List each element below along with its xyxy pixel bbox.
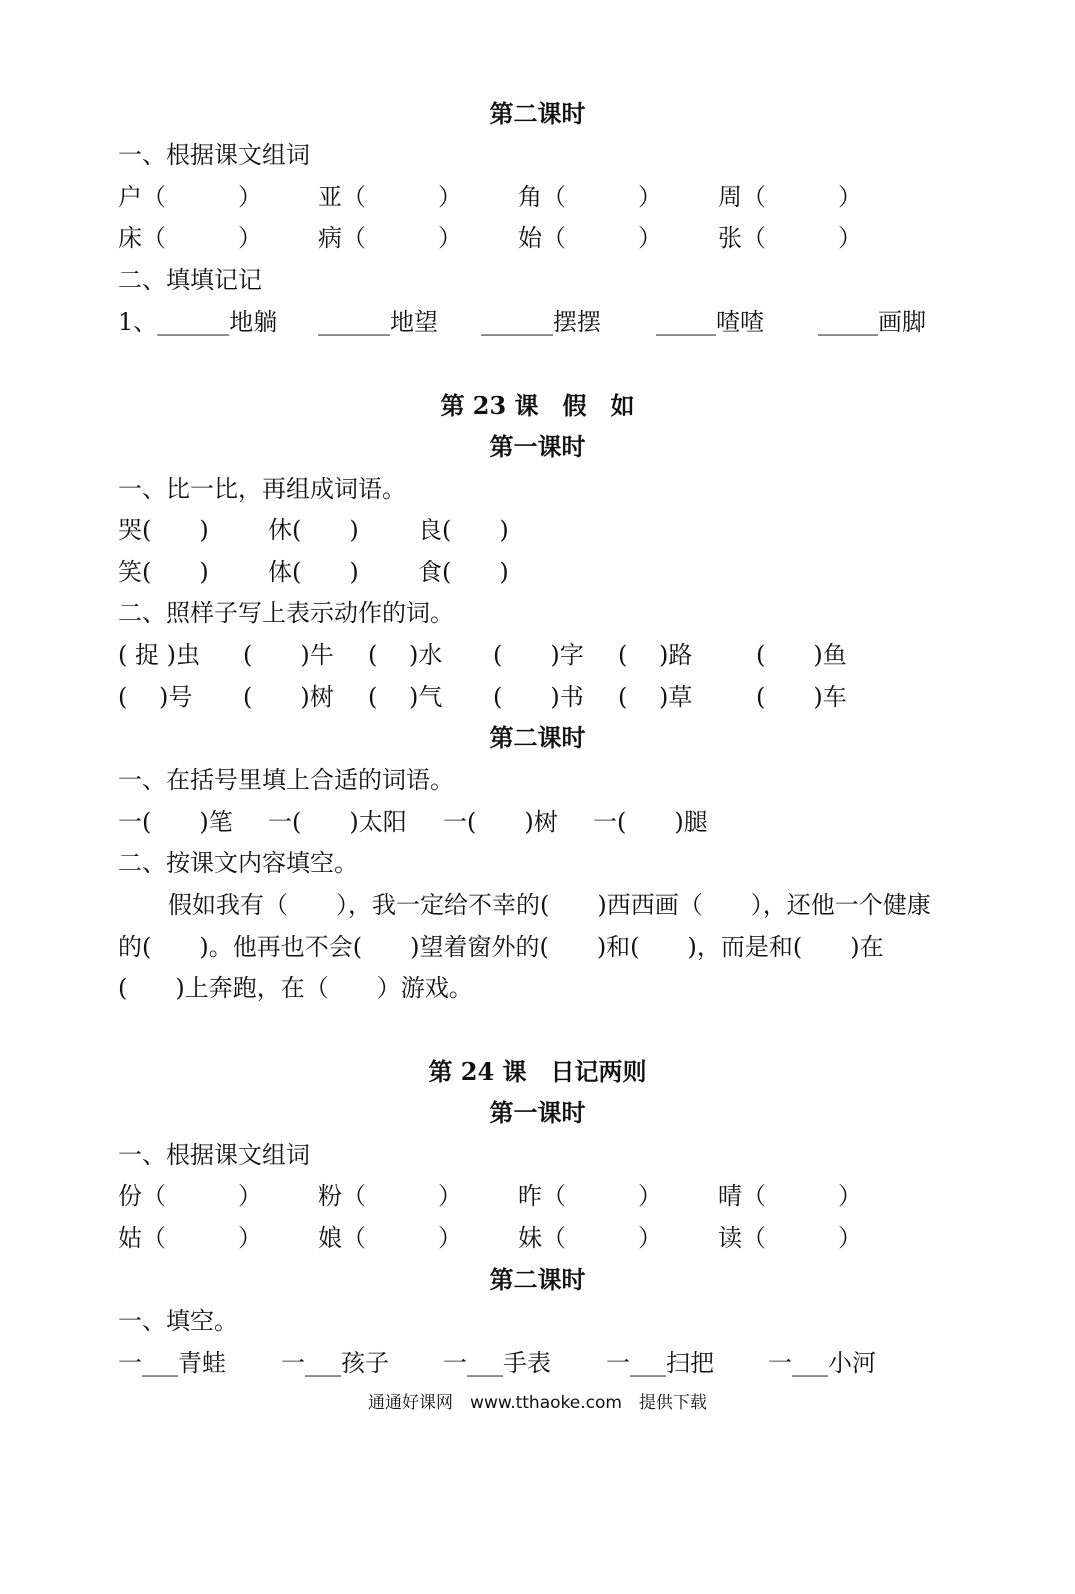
word-blank[interactable]: 张（ ） xyxy=(718,224,862,252)
heading-text: 一、根据课文组词 xyxy=(118,1141,310,1169)
section-title: 第一课时 xyxy=(489,1098,586,1127)
question-heading xyxy=(0,592,1075,634)
fill-row xyxy=(0,301,1075,343)
word-blank[interactable]: 姑（ ） xyxy=(118,1224,262,1252)
word-blank[interactable]: 哭( ) xyxy=(118,516,209,544)
word-blank[interactable]: 读（ ） xyxy=(718,1224,862,1252)
action-blank[interactable]: ( )鱼 xyxy=(756,641,847,669)
heading-text: 二、填填记记 xyxy=(118,266,262,294)
word-blank[interactable]: 晴（ ） xyxy=(718,1182,862,1210)
page-footer: 通通好课网 www.tthaoke.com 提供下载 xyxy=(368,1393,707,1413)
heading-text: 二、照样子写上表示动作的词。 xyxy=(118,599,454,627)
section-title: 第二课时 xyxy=(489,99,586,128)
heading-text: 一、在括号里填上合适的词语。 xyxy=(118,766,454,794)
paragraph-text[interactable]: 的( )。他再也不会( )望着窗外的( )和( )，而是和( )在 xyxy=(118,933,884,961)
measure-row xyxy=(0,801,1075,843)
fill-blank[interactable]: ______地望 xyxy=(318,308,438,336)
word-blank[interactable]: 始（ ） xyxy=(518,224,662,252)
word-row xyxy=(0,1217,1075,1259)
action-blank[interactable]: ( )水 xyxy=(368,641,443,669)
question-heading xyxy=(0,134,1075,176)
word-blank[interactable]: 份（ ） xyxy=(118,1182,262,1210)
section-title: 第二课时 xyxy=(489,1265,586,1294)
paragraph-line xyxy=(0,884,1075,926)
fill-blank[interactable]: _____画脚 xyxy=(818,308,926,336)
word-blank[interactable]: 户（ ） xyxy=(118,183,262,211)
action-blank[interactable]: ( )书 xyxy=(493,683,584,711)
action-blank[interactable]: ( 捉 )虫 xyxy=(118,641,200,669)
question-heading xyxy=(0,759,1075,801)
word-blank[interactable]: 粉（ ） xyxy=(318,1182,462,1210)
paragraph-line xyxy=(0,967,1075,1009)
word-blank[interactable]: 妹（ ） xyxy=(518,1224,662,1252)
fill-blank[interactable]: ______摆摆 xyxy=(481,308,601,336)
word-blank[interactable]: 体( ) xyxy=(268,558,359,586)
action-blank[interactable]: ( )路 xyxy=(618,641,693,669)
heading-text: 一、根据课文组词 xyxy=(118,141,310,169)
word-blank[interactable]: 昨（ ） xyxy=(518,1182,662,1210)
word-row xyxy=(0,176,1075,218)
word-blank[interactable]: 食( ) xyxy=(418,558,509,586)
word-row xyxy=(0,217,1075,259)
word-blank[interactable]: 亚（ ） xyxy=(318,183,462,211)
measure-blank[interactable]: 一___孩子 xyxy=(281,1349,389,1377)
action-blank[interactable]: ( )牛 xyxy=(243,641,334,669)
section-title: 第二课时 xyxy=(489,723,586,752)
question-heading xyxy=(0,468,1075,510)
measure-blank[interactable]: 一___扫把 xyxy=(606,1349,714,1377)
word-blank[interactable]: 休( ) xyxy=(268,516,359,544)
question-heading xyxy=(0,259,1075,301)
heading-text: 一、填空。 xyxy=(118,1307,238,1335)
action-blank[interactable]: ( )气 xyxy=(368,683,443,711)
measure-blank[interactable]: 一___小河 xyxy=(768,1349,876,1377)
lesson-title: 第 23 课 假 如 xyxy=(440,391,635,420)
action-blank[interactable]: ( )草 xyxy=(618,683,693,711)
action-blank[interactable]: ( )字 xyxy=(493,641,584,669)
fill-blank[interactable]: _____喳喳 xyxy=(656,308,764,336)
word-blank[interactable]: 良( ) xyxy=(418,516,509,544)
question-heading xyxy=(0,1134,1075,1176)
word-row xyxy=(0,551,1075,593)
question-heading xyxy=(0,1300,1075,1342)
action-blank[interactable]: ( )号 xyxy=(118,683,193,711)
measure-row xyxy=(0,1342,1075,1384)
action-row xyxy=(0,676,1075,718)
measure-blank[interactable]: 一( )树 xyxy=(443,808,558,836)
action-row xyxy=(0,634,1075,676)
word-blank[interactable]: 角（ ） xyxy=(518,183,662,211)
word-row xyxy=(0,1175,1075,1217)
action-blank[interactable]: ( )树 xyxy=(243,683,334,711)
paragraph-text[interactable]: ( )上奔跑，在（ ）游戏。 xyxy=(118,974,473,1002)
word-blank[interactable]: 周（ ） xyxy=(718,183,862,211)
word-blank[interactable]: 病（ ） xyxy=(318,224,462,252)
heading-text: 一、比一比，再组成词语。 xyxy=(118,475,406,503)
heading-text: 二、按课文内容填空。 xyxy=(118,849,358,877)
action-blank[interactable]: ( )车 xyxy=(756,683,847,711)
fill-blank[interactable]: 1、______地躺 xyxy=(118,308,278,336)
word-blank[interactable]: 床（ ） xyxy=(118,224,262,252)
lesson-title: 第 24 课 日记两则 xyxy=(428,1057,647,1086)
paragraph-text[interactable]: 假如我有（ ），我一定给不幸的( )西西画（ ），还他一个健康 xyxy=(168,891,931,919)
word-blank[interactable]: 笑( ) xyxy=(118,558,209,586)
measure-blank[interactable]: 一( )腿 xyxy=(593,808,708,836)
measure-blank[interactable]: 一( )笔 xyxy=(118,808,233,836)
measure-blank[interactable]: 一___青蛙 xyxy=(118,1349,226,1377)
section-title: 第一课时 xyxy=(489,432,586,461)
word-row xyxy=(0,509,1075,551)
paragraph-line xyxy=(0,926,1075,968)
question-heading xyxy=(0,842,1075,884)
word-blank[interactable]: 娘（ ） xyxy=(318,1224,462,1252)
measure-blank[interactable]: 一___手表 xyxy=(443,1349,551,1377)
measure-blank[interactable]: 一( )太阳 xyxy=(268,808,407,836)
